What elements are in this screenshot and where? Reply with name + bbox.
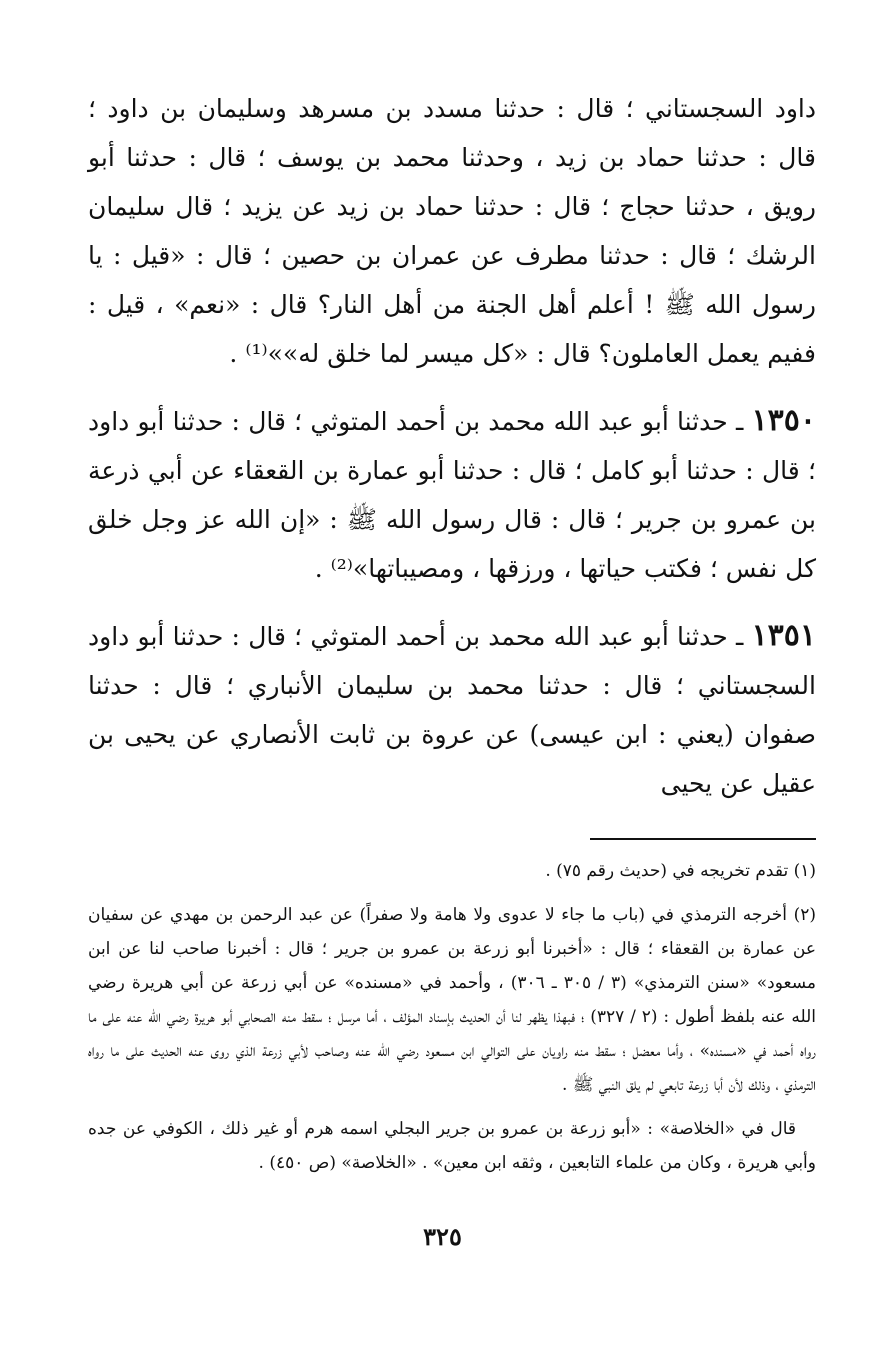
paragraph-text: داود السجستاني ؛ قال : حدثنا مسدد بن مسرهد وسليمان بن داود ؛ قال : حدثنا حماد بن زيد ، وحدثنا محمد بن يوسف ؛ قال : حدثنا أبو رويق ، حدثنا حجاج ؛ قال : حدثنا حماد بن زيد عن يزيد ؛ قال سليمان الرشك ؛ قال : حدثنا مطرف عن عمران بن حصين ؛ قال : «قيل : يا رسول الله ﷺ ! أعلم أهل الجنة من أهل النار؟ قال : «نعم» ، قيل : ففيم يعمل العاملون؟ قال : «كل ميسر لما خلق له»»⁽¹⁾ . bbox=[88, 94, 816, 368]
page-content bbox=[88, 84, 816, 1180]
hadith-number: ١٣٥١ bbox=[751, 618, 816, 653]
footnotes bbox=[88, 854, 816, 1180]
hadith-1350 bbox=[88, 396, 816, 593]
main-text bbox=[88, 84, 816, 808]
footnote-2: (٢) أخرجه الترمذي في (باب ما جاء لا عدوى ولا هامة ولا صفراً) عن عبد الرحمن بن مهدي عن سفيان عن عمارة بن القعقاء ؛ قال : «أخبرنا أبو زرعة بن عمرو بن جرير ؛ قال : أخبرنا صاحب لنا عن ابن مسعود» «سنن الترمذي» (٣ / ٣٠٥ ـ ٣٠٦) ، وأحمد في «مسنده» عن أبي زرعة عن أبي هريرة رضي الله عنه بلفظ أطول : (٢ / ٣٢٧) ؛ فبهذا يظهر لنا أن الحديث بإسناد المؤلف ، أما مرسل ؛ سقط منه الصحابي أبو هريرة رضي الله عنه على ما رواه أحمد في «مسنده» ، وأما معضل ؛ سقط منه راويان على التوالي ابن مسعود رضي الله عنه وصاحب لأبي زرعة الذي روى عنه الحديث على ما رواه الترمذي ، وذلك لأن أبا زرعة تابعي لم يلق النبي ﷺ . bbox=[88, 905, 816, 1095]
page-number: ٣٢٥ bbox=[423, 1222, 462, 1251]
footnote-2-continued: قال في «الخلاصة» : «أبو زرعة بن عمرو بن جرير البجلي اسمه هرم أو غير ذلك ، الكوفي عن جده وأبي هريرة ، وكان من علماء التابعين ، وثقه ابن معين» . «الخلاصة» (ص ٤٥٠) . bbox=[88, 1119, 816, 1173]
paragraph-continuation bbox=[88, 84, 816, 378]
footnote-separator bbox=[590, 838, 816, 840]
hadith-text: ـ حدثنا أبو عبد الله محمد بن أحمد المتوثي ؛ قال : حدثنا أبو داود السجستاني ؛ قال : حدثنا محمد بن سليمان الأنباري ؛ قال : حدثنا صفوان (يعني : ابن عيسى) عن عروة بن ثابت الأنصاري عن يحيى بن عقيل عن يحيى bbox=[88, 622, 816, 798]
hadith-number: ١٣٥٠ bbox=[751, 403, 816, 438]
hadith-1351 bbox=[88, 611, 816, 808]
footnote-1: (١) تقدم تخريجه في (حديث رقم ٧٥) . bbox=[545, 861, 816, 881]
hadith-text: ـ حدثنا أبو عبد الله محمد بن أحمد المتوثي ؛ قال : حدثنا أبو داود ؛ قال : حدثنا أبو كامل ؛ قال : حدثنا أبو عمارة بن القعقاء عن أبي ذرعة بن عمرو بن جرير ؛ قال : قال رسول الله ﷺ : «إن الله عز وجل خلق كل نفس ؛ فكتب حياتها ، ورزقها ، ومصيباتها»⁽²⁾ . bbox=[88, 407, 816, 583]
